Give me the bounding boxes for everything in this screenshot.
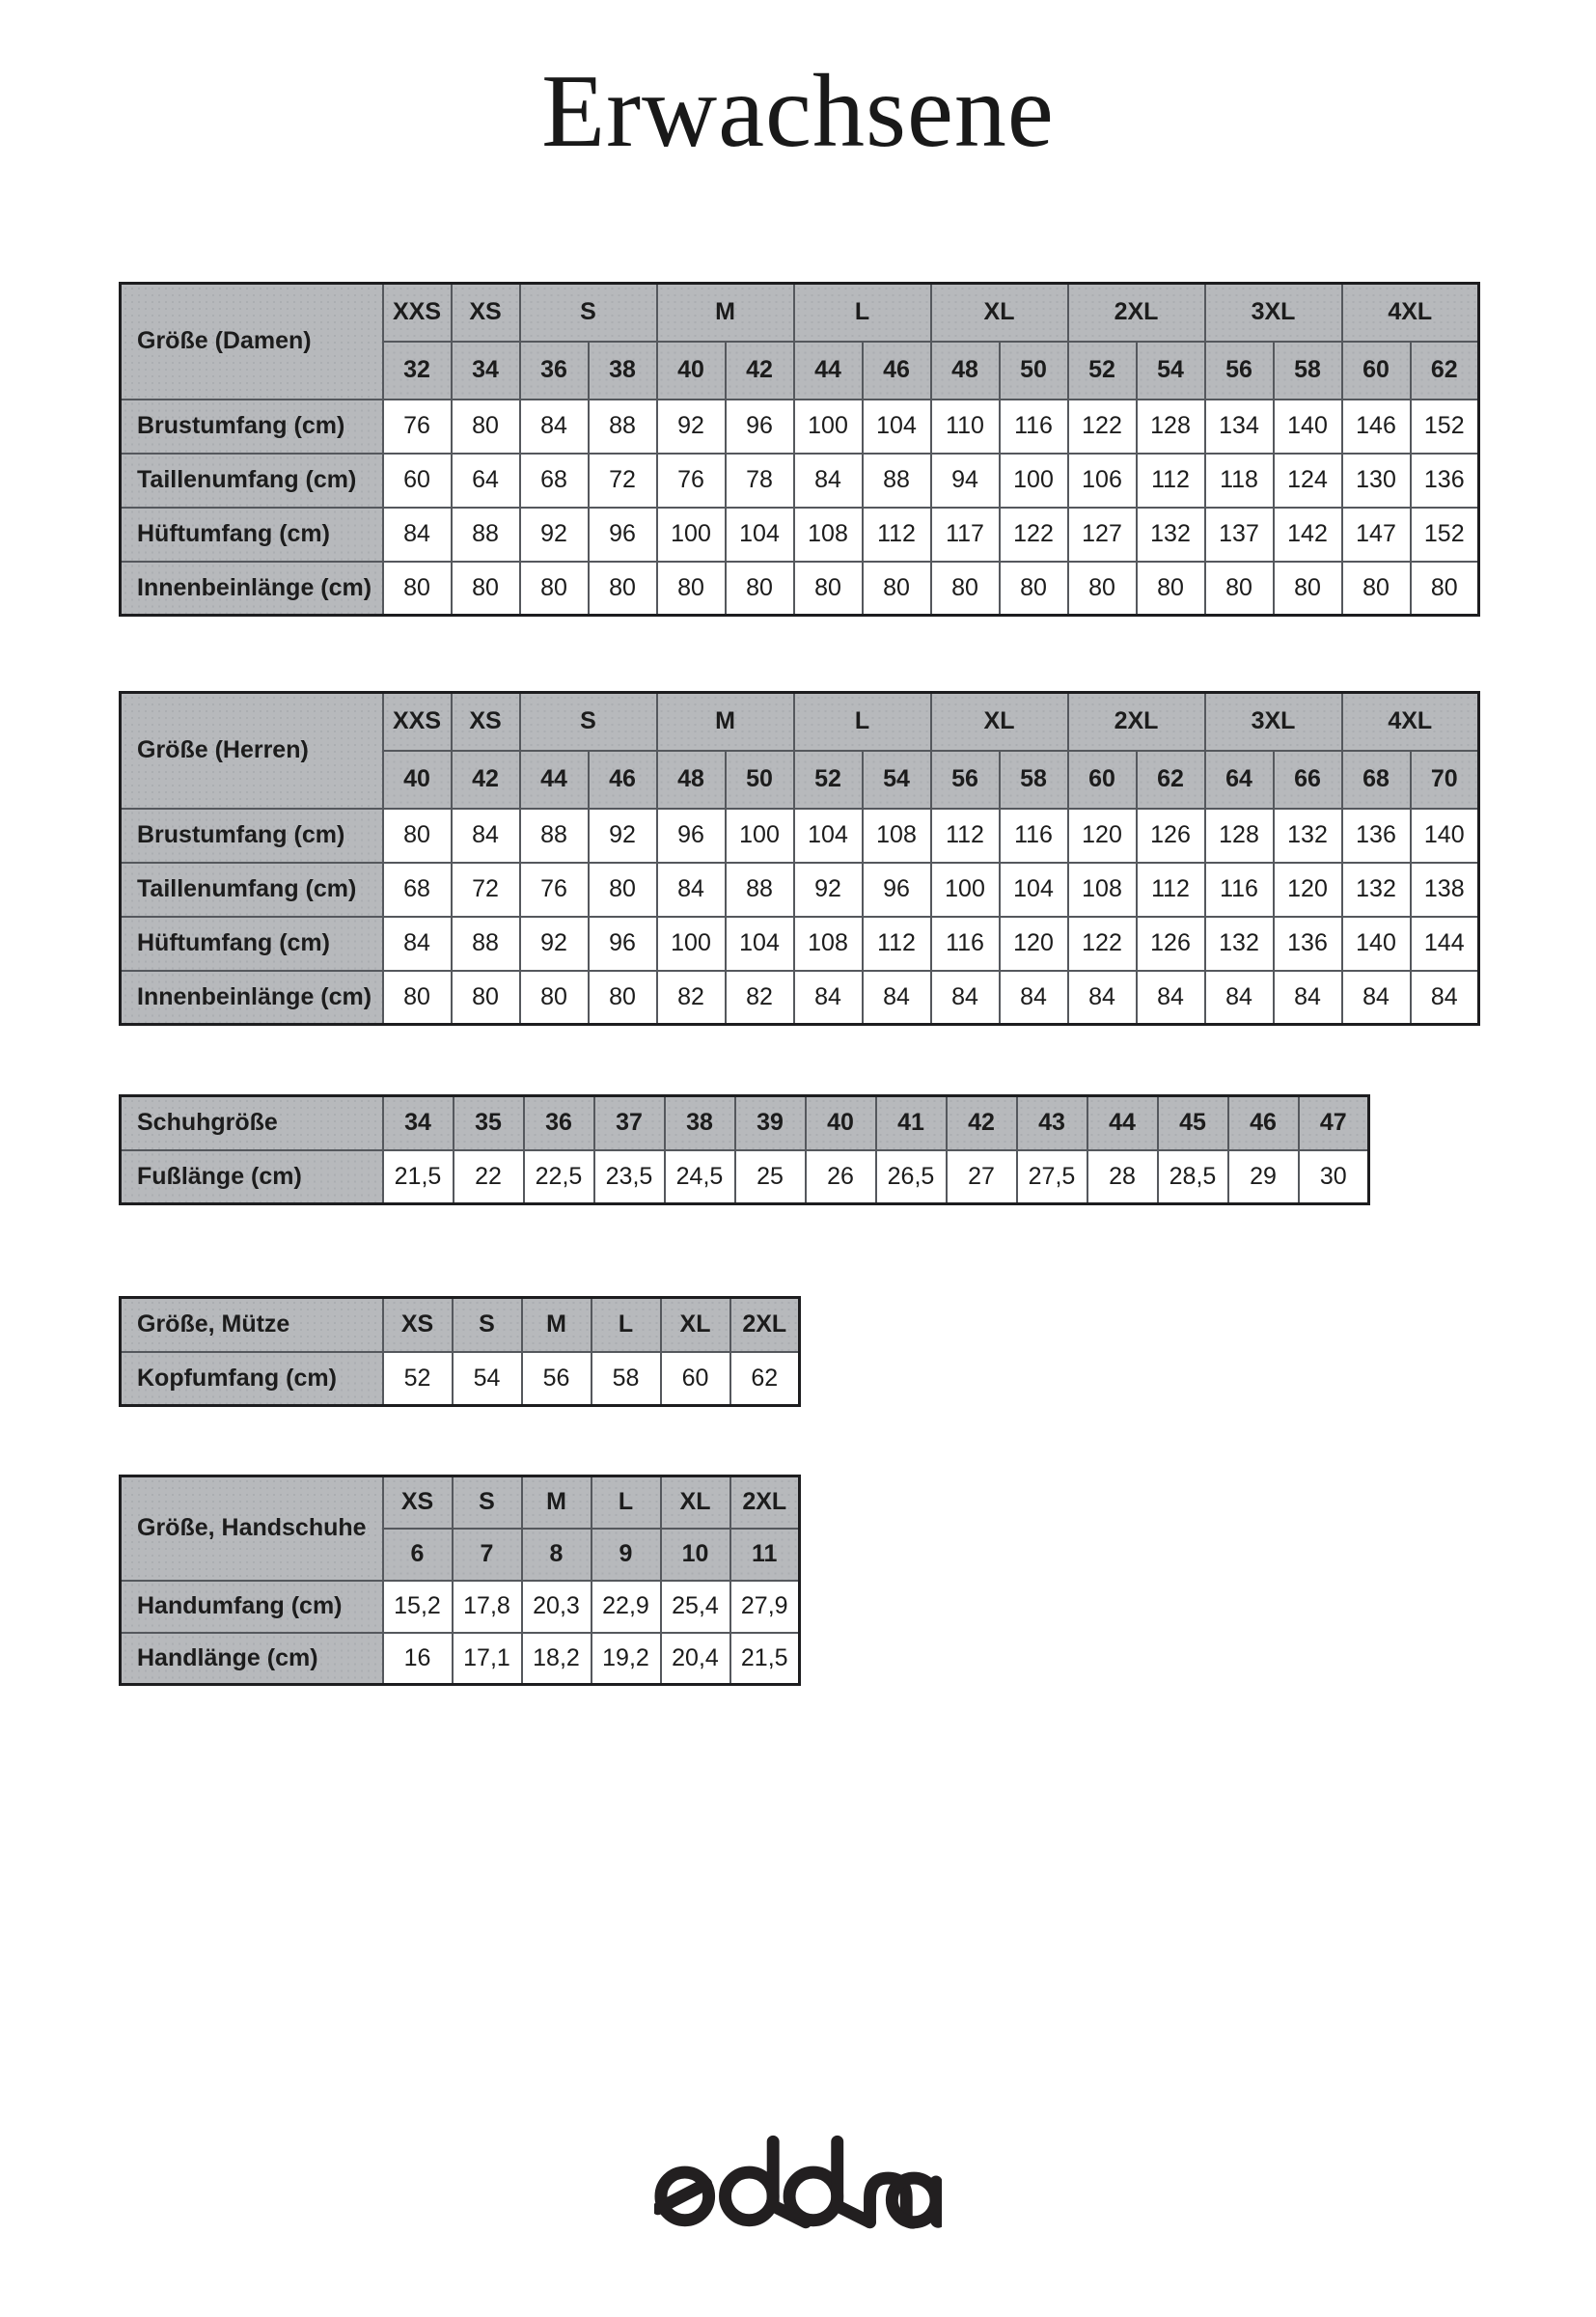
value-cell: 22,9	[592, 1581, 661, 1633]
logo-letter-d1	[726, 2172, 774, 2220]
logo-letter-a	[892, 2178, 936, 2222]
value-cell: 80	[452, 562, 520, 616]
row-label: Handlänge (cm)	[121, 1633, 383, 1685]
size-group-header: XL	[931, 693, 1068, 751]
value-cell: 88	[452, 508, 520, 562]
logo-letter-a-stem	[936, 2182, 941, 2221]
value-cell: 92	[794, 863, 863, 917]
size-header: 34	[383, 1096, 454, 1150]
size-header: 8	[522, 1529, 592, 1581]
value-cell: 80	[589, 863, 657, 917]
size-header: 36	[520, 342, 589, 400]
value-cell: 140	[1342, 917, 1411, 971]
size-header: 60	[1068, 751, 1137, 809]
value-cell: 68	[520, 454, 589, 508]
value-cell: 128	[1205, 809, 1274, 863]
value-cell: 112	[863, 508, 931, 562]
value-cell: 130	[1342, 454, 1411, 508]
value-cell: 138	[1411, 863, 1479, 917]
value-cell: 112	[1137, 863, 1205, 917]
size-header: 56	[1205, 342, 1274, 400]
value-cell: 24,5	[665, 1150, 735, 1204]
size-header: 42	[452, 751, 520, 809]
size-group-header: M	[657, 693, 794, 751]
value-cell: 108	[794, 917, 863, 971]
size-group-header: XL	[931, 284, 1068, 342]
value-cell: 80	[383, 971, 452, 1025]
size-header: 10	[661, 1529, 730, 1581]
value-cell: 100	[794, 400, 863, 454]
value-cell: 80	[1205, 562, 1274, 616]
value-cell: 54	[453, 1352, 522, 1406]
value-cell: 100	[657, 508, 726, 562]
size-header: 62	[1137, 751, 1205, 809]
herren-table-section	[119, 691, 1596, 1026]
size-header: 9	[592, 1529, 661, 1581]
value-cell: 64	[452, 454, 520, 508]
value-cell: 26	[806, 1150, 876, 1204]
value-cell: 80	[383, 562, 452, 616]
size-header: S	[453, 1298, 522, 1352]
value-cell: 80	[1342, 562, 1411, 616]
value-cell: 122	[1000, 508, 1068, 562]
size-header: 52	[794, 751, 863, 809]
value-cell: 23,5	[594, 1150, 665, 1204]
value-cell: 112	[931, 809, 1000, 863]
value-cell: 72	[452, 863, 520, 917]
value-cell: 76	[657, 454, 726, 508]
value-cell: 108	[1068, 863, 1137, 917]
size-header: 43	[1017, 1096, 1087, 1150]
table-label: Größe (Herren)	[121, 693, 383, 809]
size-header: 11	[730, 1529, 800, 1581]
value-cell: 21,5	[730, 1633, 800, 1685]
value-cell: 136	[1342, 809, 1411, 863]
value-cell: 27,9	[730, 1581, 800, 1633]
value-cell: 30	[1299, 1150, 1369, 1204]
value-cell: 84	[1068, 971, 1137, 1025]
size-header: XL	[661, 1298, 730, 1352]
size-header: 40	[657, 342, 726, 400]
size-header: 2XL	[730, 1298, 800, 1352]
value-cell: 92	[657, 400, 726, 454]
value-cell: 84	[794, 971, 863, 1025]
value-cell: 82	[657, 971, 726, 1025]
value-cell: 140	[1274, 400, 1342, 454]
table-label: Schuhgröße	[121, 1096, 383, 1150]
value-cell: 15,2	[383, 1581, 453, 1633]
value-cell: 106	[1068, 454, 1137, 508]
value-cell: 132	[1205, 917, 1274, 971]
value-cell: 76	[520, 863, 589, 917]
page-header	[0, 54, 1596, 169]
size-group-header: M	[657, 284, 794, 342]
value-cell: 96	[589, 917, 657, 971]
value-cell: 120	[1068, 809, 1137, 863]
value-cell: 28,5	[1158, 1150, 1228, 1204]
size-group-header: 2XL	[1068, 284, 1205, 342]
value-cell: 84	[1342, 971, 1411, 1025]
size-header: 39	[735, 1096, 806, 1150]
value-cell: 25	[735, 1150, 806, 1204]
size-header: 64	[1205, 751, 1274, 809]
value-cell: 112	[1137, 454, 1205, 508]
value-cell: 20,3	[522, 1581, 592, 1633]
row-label: Brustumfang (cm)	[121, 400, 383, 454]
value-cell: 88	[452, 917, 520, 971]
size-header: 47	[1299, 1096, 1369, 1150]
row-label: Innenbeinlänge (cm)	[121, 971, 383, 1025]
value-cell: 116	[1205, 863, 1274, 917]
value-cell: 84	[383, 508, 452, 562]
value-cell: 142	[1274, 508, 1342, 562]
value-cell: 18,2	[522, 1633, 592, 1685]
value-cell: 136	[1274, 917, 1342, 971]
sizing-chart-page	[0, 54, 1596, 2317]
value-cell: 16	[383, 1633, 453, 1685]
value-cell: 112	[863, 917, 931, 971]
value-cell: 88	[863, 454, 931, 508]
handschuhe-size-table	[119, 1475, 801, 1686]
value-cell: 26,5	[876, 1150, 947, 1204]
size-header: M	[522, 1298, 592, 1352]
value-cell: 140	[1411, 809, 1479, 863]
row-label: Taillenumfang (cm)	[121, 454, 383, 508]
schuhe-size-table	[119, 1094, 1370, 1205]
value-cell: 88	[726, 863, 794, 917]
value-cell: 78	[726, 454, 794, 508]
value-cell: 88	[589, 400, 657, 454]
size-header: 38	[665, 1096, 735, 1150]
value-cell: 147	[1342, 508, 1411, 562]
value-cell: 136	[1411, 454, 1479, 508]
size-group-header: M	[522, 1476, 592, 1529]
value-cell: 132	[1137, 508, 1205, 562]
value-cell: 132	[1342, 863, 1411, 917]
value-cell: 104	[726, 917, 794, 971]
value-cell: 116	[1000, 809, 1068, 863]
value-cell: 100	[726, 809, 794, 863]
value-cell: 134	[1205, 400, 1274, 454]
damen-table-section	[119, 282, 1596, 617]
size-group-header: 2XL	[1068, 693, 1205, 751]
size-header: 56	[931, 751, 1000, 809]
value-cell: 80	[1137, 562, 1205, 616]
value-cell: 152	[1411, 400, 1479, 454]
value-cell: 80	[794, 562, 863, 616]
row-label: Innenbeinlänge (cm)	[121, 562, 383, 616]
value-cell: 84	[520, 400, 589, 454]
size-header: 46	[1228, 1096, 1299, 1150]
size-group-header: XXS	[383, 693, 452, 751]
value-cell: 84	[1411, 971, 1479, 1025]
size-header: 46	[863, 342, 931, 400]
handschuhe-table-section	[119, 1475, 1596, 1686]
value-cell: 22	[454, 1150, 524, 1204]
value-cell: 58	[592, 1352, 661, 1406]
value-cell: 126	[1137, 809, 1205, 863]
value-cell: 27	[947, 1150, 1017, 1204]
value-cell: 62	[730, 1352, 800, 1406]
value-cell: 128	[1137, 400, 1205, 454]
value-cell: 80	[452, 971, 520, 1025]
value-cell: 146	[1342, 400, 1411, 454]
value-cell: 117	[931, 508, 1000, 562]
value-cell: 84	[794, 454, 863, 508]
muetze-size-table	[119, 1296, 801, 1407]
value-cell: 80	[520, 971, 589, 1025]
value-cell: 80	[931, 562, 1000, 616]
damen-size-table	[119, 282, 1480, 617]
size-group-header: S	[520, 284, 657, 342]
value-cell: 80	[452, 400, 520, 454]
size-header: 44	[794, 342, 863, 400]
size-header: 32	[383, 342, 452, 400]
value-cell: 80	[1411, 562, 1479, 616]
value-cell: 144	[1411, 917, 1479, 971]
size-group-header: S	[453, 1476, 522, 1529]
value-cell: 27,5	[1017, 1150, 1087, 1204]
size-header: 40	[806, 1096, 876, 1150]
value-cell: 124	[1274, 454, 1342, 508]
size-header: 36	[524, 1096, 594, 1150]
value-cell: 116	[931, 917, 1000, 971]
value-cell: 84	[452, 809, 520, 863]
value-cell: 104	[863, 400, 931, 454]
value-cell: 17,1	[453, 1633, 522, 1685]
value-cell: 82	[726, 971, 794, 1025]
value-cell: 84	[657, 863, 726, 917]
value-cell: 84	[1274, 971, 1342, 1025]
value-cell: 20,4	[661, 1633, 730, 1685]
row-label: Fußlänge (cm)	[121, 1150, 383, 1204]
value-cell: 84	[1000, 971, 1068, 1025]
size-header: 45	[1158, 1096, 1228, 1150]
size-group-header: XS	[452, 284, 520, 342]
size-header: 48	[931, 342, 1000, 400]
size-header: 48	[657, 751, 726, 809]
value-cell: 80	[726, 562, 794, 616]
size-tables	[119, 282, 1596, 1686]
size-header: 62	[1411, 342, 1479, 400]
value-cell: 96	[657, 809, 726, 863]
value-cell: 96	[589, 508, 657, 562]
size-header: 34	[452, 342, 520, 400]
size-group-header: XS	[383, 1476, 453, 1529]
value-cell: 84	[1205, 971, 1274, 1025]
size-header: 54	[863, 751, 931, 809]
table-label: Größe (Damen)	[121, 284, 383, 400]
value-cell: 80	[863, 562, 931, 616]
size-header: 52	[1068, 342, 1137, 400]
size-header: 37	[594, 1096, 665, 1150]
size-group-header: XS	[452, 693, 520, 751]
size-header: 50	[726, 751, 794, 809]
size-group-header: S	[520, 693, 657, 751]
size-header: 41	[876, 1096, 947, 1150]
size-header: 60	[1342, 342, 1411, 400]
value-cell: 68	[383, 863, 452, 917]
muetze-table-section	[119, 1296, 1596, 1407]
size-group-header: 4XL	[1342, 284, 1479, 342]
value-cell: 60	[661, 1352, 730, 1406]
value-cell: 96	[726, 400, 794, 454]
page-footer	[0, 2135, 1596, 2234]
value-cell: 76	[383, 400, 452, 454]
value-cell: 80	[1000, 562, 1068, 616]
value-cell: 132	[1274, 809, 1342, 863]
value-cell: 116	[1000, 400, 1068, 454]
size-header: 50	[1000, 342, 1068, 400]
value-cell: 72	[589, 454, 657, 508]
size-group-header: 2XL	[730, 1476, 800, 1529]
value-cell: 80	[1068, 562, 1137, 616]
value-cell: 122	[1068, 400, 1137, 454]
value-cell: 88	[520, 809, 589, 863]
size-group-header: 3XL	[1205, 693, 1342, 751]
size-header: 35	[454, 1096, 524, 1150]
size-header: 46	[589, 751, 657, 809]
value-cell: 100	[931, 863, 1000, 917]
value-cell: 84	[1137, 971, 1205, 1025]
size-header: 68	[1342, 751, 1411, 809]
value-cell: 137	[1205, 508, 1274, 562]
value-cell: 80	[657, 562, 726, 616]
size-header: 44	[520, 751, 589, 809]
value-cell: 19,2	[592, 1633, 661, 1685]
size-header: 42	[726, 342, 794, 400]
value-cell: 118	[1205, 454, 1274, 508]
value-cell: 100	[1000, 454, 1068, 508]
value-cell: 120	[1000, 917, 1068, 971]
value-cell: 22,5	[524, 1150, 594, 1204]
row-label: Handumfang (cm)	[121, 1581, 383, 1633]
value-cell: 104	[726, 508, 794, 562]
value-cell: 108	[863, 809, 931, 863]
value-cell: 100	[657, 917, 726, 971]
value-cell: 127	[1068, 508, 1137, 562]
value-cell: 152	[1411, 508, 1479, 562]
herren-size-table	[119, 691, 1480, 1026]
row-label: Hüftumfang (cm)	[121, 917, 383, 971]
value-cell: 21,5	[383, 1150, 454, 1204]
value-cell: 17,8	[453, 1581, 522, 1633]
size-header: 54	[1137, 342, 1205, 400]
eddna-logo	[654, 2135, 942, 2229]
value-cell: 96	[863, 863, 931, 917]
value-cell: 80	[520, 562, 589, 616]
size-header: 70	[1411, 751, 1479, 809]
size-header: 44	[1087, 1096, 1158, 1150]
size-group-header: L	[794, 693, 931, 751]
size-group-header: L	[794, 284, 931, 342]
value-cell: 80	[589, 971, 657, 1025]
value-cell: 110	[931, 400, 1000, 454]
size-header: 6	[383, 1529, 453, 1581]
size-header: L	[592, 1298, 661, 1352]
value-cell: 104	[794, 809, 863, 863]
table-label: Größe, Handschuhe	[121, 1476, 383, 1581]
value-cell: 104	[1000, 863, 1068, 917]
row-label: Kopfumfang (cm)	[121, 1352, 383, 1406]
value-cell: 92	[520, 917, 589, 971]
table-label: Größe, Mütze	[121, 1298, 383, 1352]
value-cell: 94	[931, 454, 1000, 508]
size-header: 7	[453, 1529, 522, 1581]
value-cell: 29	[1228, 1150, 1299, 1204]
value-cell: 84	[931, 971, 1000, 1025]
value-cell: 92	[520, 508, 589, 562]
value-cell: 25,4	[661, 1581, 730, 1633]
size-group-header: L	[592, 1476, 661, 1529]
row-label: Taillenumfang (cm)	[121, 863, 383, 917]
schuhe-table-section	[119, 1094, 1596, 1205]
value-cell: 80	[383, 809, 452, 863]
value-cell: 126	[1137, 917, 1205, 971]
size-group-header: XL	[661, 1476, 730, 1529]
size-header: 66	[1274, 751, 1342, 809]
page-title: Erwachsene	[541, 54, 1055, 169]
size-group-header: XXS	[383, 284, 452, 342]
value-cell: 80	[589, 562, 657, 616]
size-header: 58	[1000, 751, 1068, 809]
value-cell: 92	[589, 809, 657, 863]
size-header: 58	[1274, 342, 1342, 400]
value-cell: 80	[1274, 562, 1342, 616]
value-cell: 84	[863, 971, 931, 1025]
value-cell: 56	[522, 1352, 592, 1406]
value-cell: 120	[1274, 863, 1342, 917]
size-header: XS	[383, 1298, 453, 1352]
size-header: 42	[947, 1096, 1017, 1150]
size-header: 40	[383, 751, 452, 809]
logo-letter-d2	[789, 2172, 838, 2220]
size-group-header: 3XL	[1205, 284, 1342, 342]
size-header: 38	[589, 342, 657, 400]
size-group-header: 4XL	[1342, 693, 1479, 751]
value-cell: 84	[383, 917, 452, 971]
value-cell: 122	[1068, 917, 1137, 971]
row-label: Hüftumfang (cm)	[121, 508, 383, 562]
value-cell: 60	[383, 454, 452, 508]
value-cell: 108	[794, 508, 863, 562]
value-cell: 28	[1087, 1150, 1158, 1204]
value-cell: 52	[383, 1352, 453, 1406]
row-label: Brustumfang (cm)	[121, 809, 383, 863]
